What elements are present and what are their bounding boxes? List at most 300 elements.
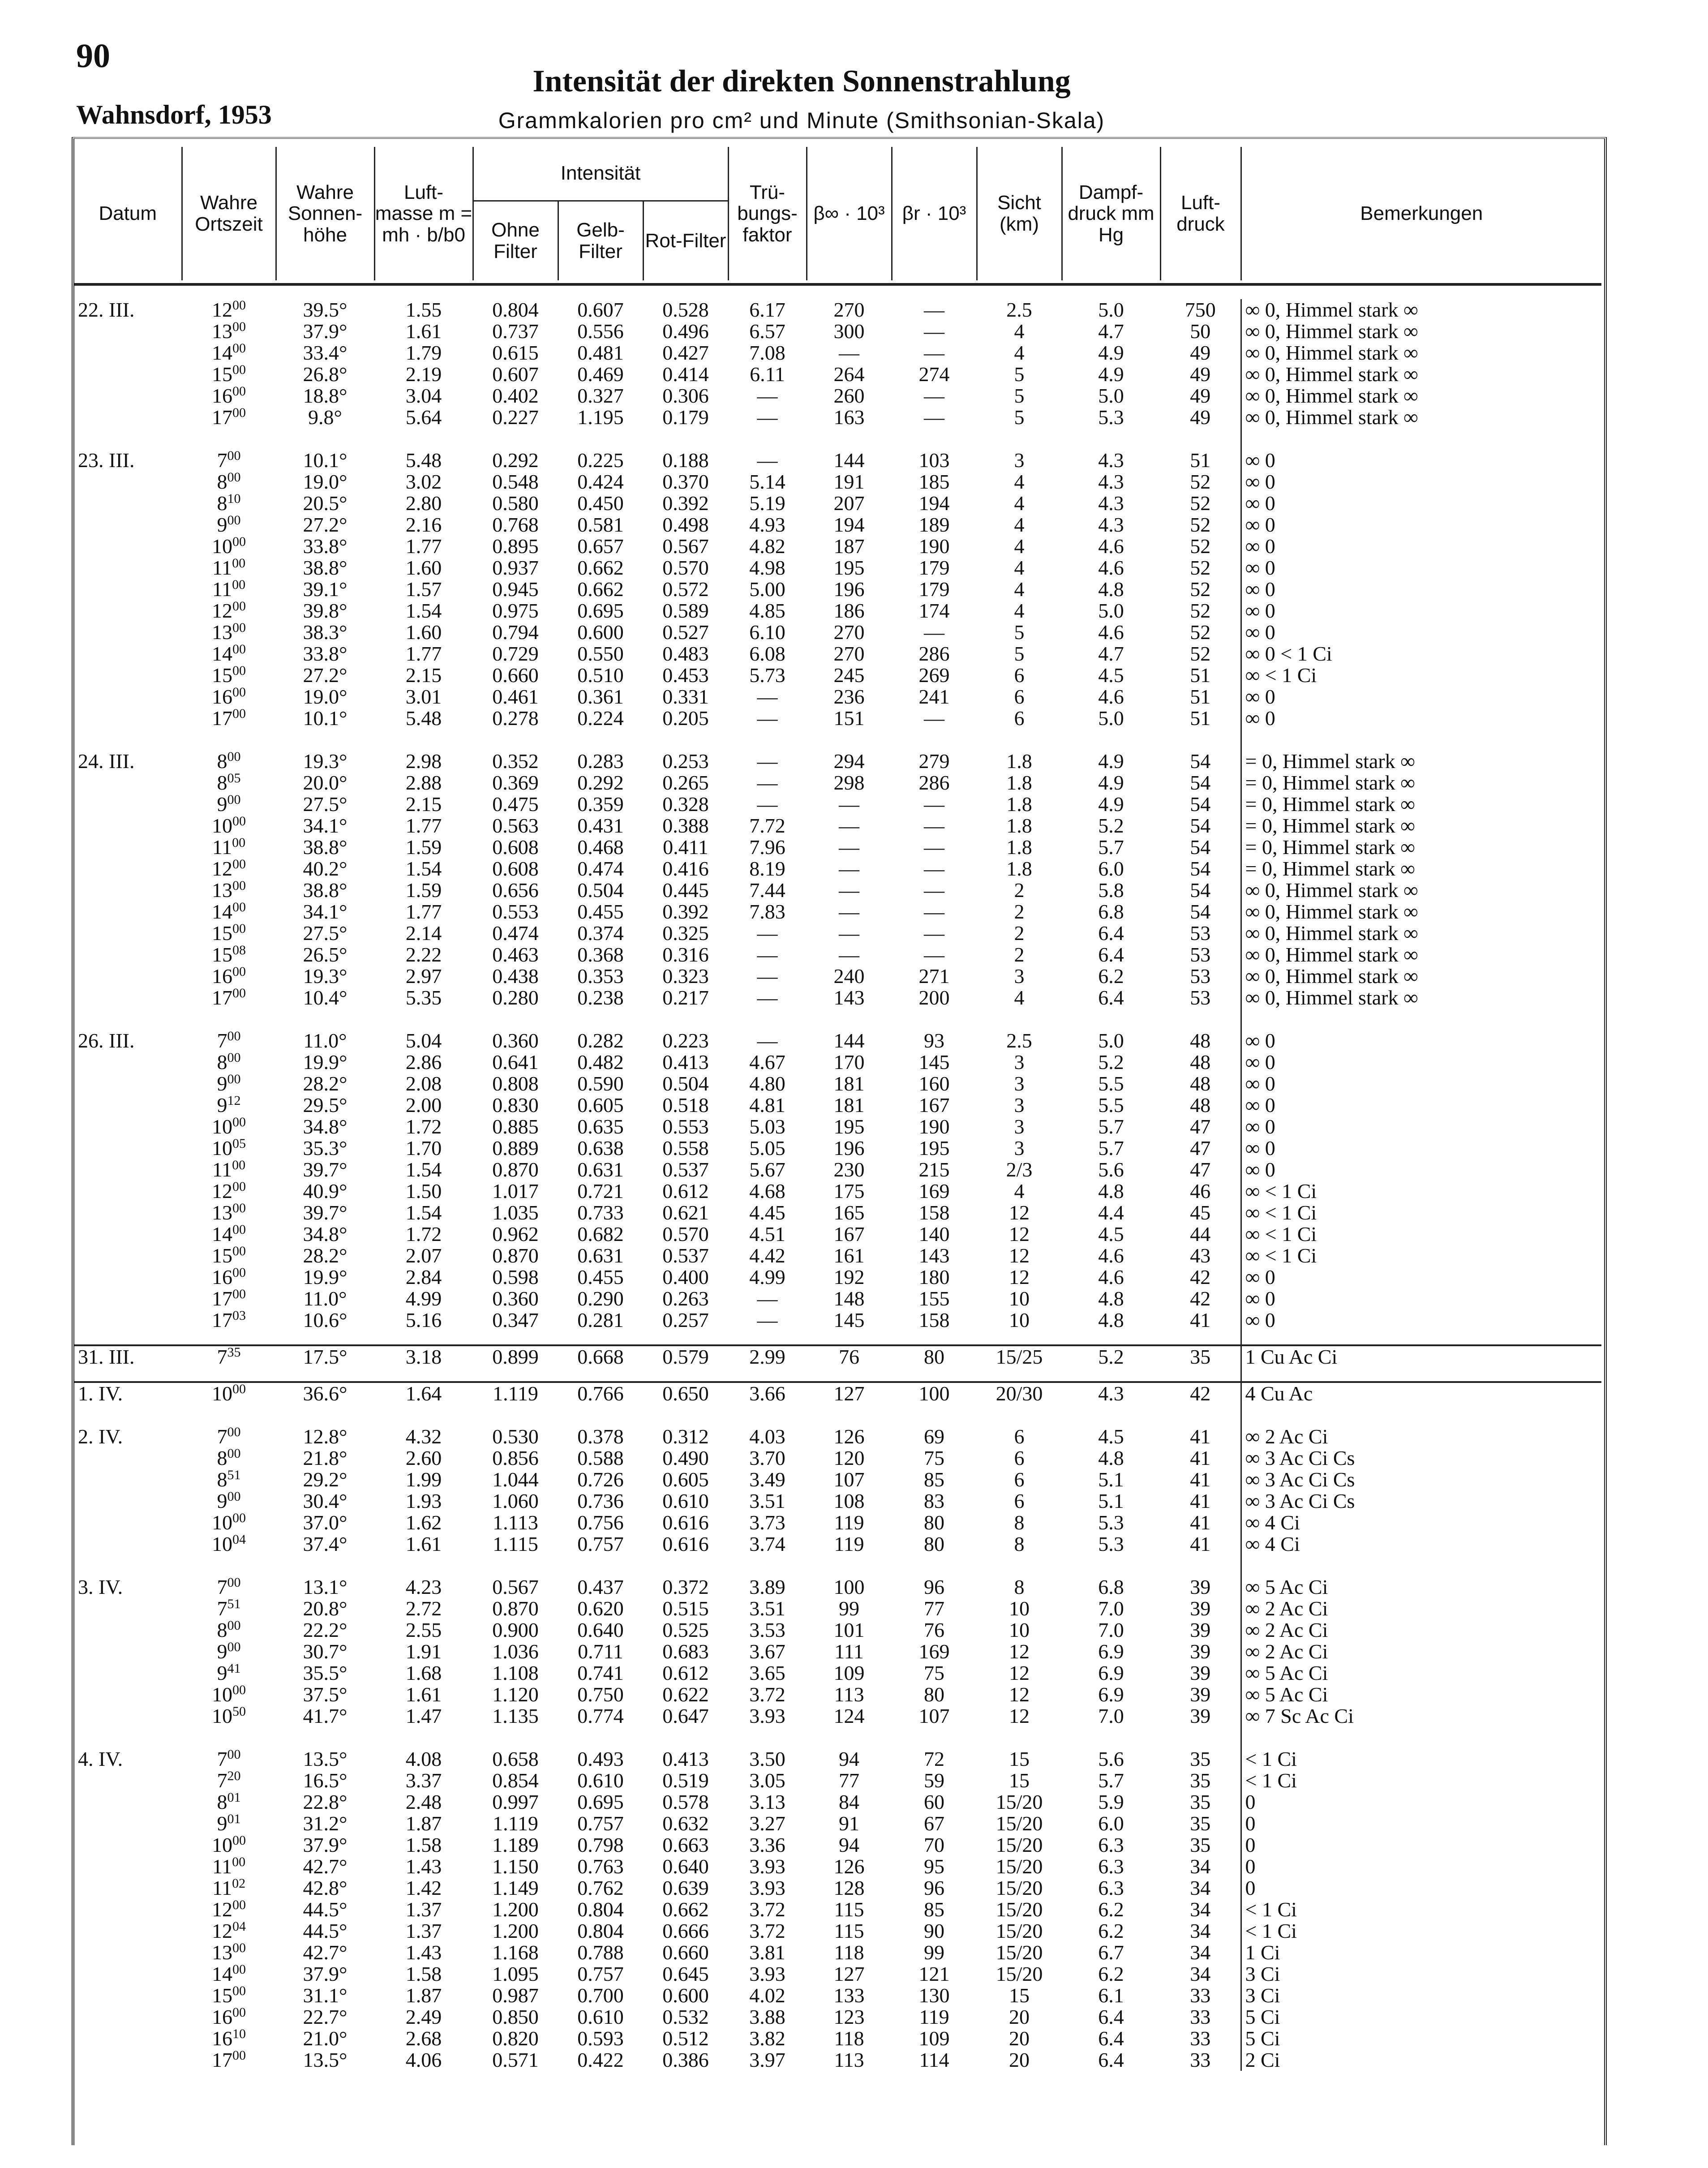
table-row <box>74 1619 1601 1641</box>
air-mass-cell: 1.59 <box>405 879 442 902</box>
pressure-cell: 52 <box>1190 599 1211 622</box>
beta-inf-cell: 143 <box>833 986 865 1009</box>
gap-cell <box>977 1727 1062 1748</box>
visibility-cell: 6 <box>1014 707 1025 730</box>
beta-inf-cell: 111 <box>834 1640 864 1663</box>
time-cell <box>182 923 276 944</box>
no-filter-cell: 1.108 <box>492 1661 539 1684</box>
beta-r-cell: 189 <box>918 513 950 536</box>
pressure-cell: 35 <box>1190 1812 1211 1835</box>
gap-cell <box>807 428 892 450</box>
time-cell <box>182 686 276 708</box>
beta-r-cell: — <box>924 406 944 429</box>
remarks-cell: ∞ 0 <box>1241 1116 1601 1138</box>
beta-r-cell: 103 <box>918 449 950 472</box>
pressure-cell: 54 <box>1190 771 1211 794</box>
table-row <box>74 579 1601 600</box>
time-hour: 16 <box>212 2005 232 2028</box>
red-filter-cell: 0.205 <box>662 707 709 730</box>
yellow-filter-cell: 1.195 <box>577 406 624 429</box>
time-cell <box>182 407 276 428</box>
table-row <box>74 622 1601 643</box>
beta-r-cell: 241 <box>918 685 950 708</box>
no-filter-cell: 0.563 <box>492 814 539 837</box>
visibility-cell: 4 <box>1014 556 1025 579</box>
vapour-cell: 7.0 <box>1098 1618 1124 1641</box>
time-minute: 04 <box>232 1919 246 1934</box>
time-minute: 00 <box>232 384 246 399</box>
time-minute: 00 <box>232 1158 246 1172</box>
no-filter-cell: 0.656 <box>492 879 539 902</box>
turbidity-cell: 3.13 <box>749 1790 785 1813</box>
time-minute: 00 <box>232 685 246 700</box>
beta-inf-cell: 107 <box>833 1468 865 1491</box>
visibility-cell: 3 <box>1014 1115 1025 1138</box>
beta-inf-cell: 300 <box>833 320 865 343</box>
no-filter-cell: 0.870 <box>492 1244 539 1267</box>
table-row <box>74 1095 1601 1116</box>
red-filter-cell: 0.683 <box>662 1640 709 1663</box>
no-filter-cell: 0.227 <box>492 406 539 429</box>
turbidity-cell: 4.45 <box>749 1201 785 1224</box>
visibility-cell: 4 <box>1014 513 1025 536</box>
gap-cell <box>977 428 1062 450</box>
gap-cell <box>728 1404 807 1426</box>
separator-cell <box>1062 1331 1160 1345</box>
air-mass-cell: 4.23 <box>405 1576 442 1598</box>
group-gap <box>74 1727 1601 1748</box>
date-cell: 23. III. <box>78 449 135 472</box>
time-cell <box>182 364 276 385</box>
yellow-filter-cell: 0.788 <box>577 1941 624 1964</box>
sun-height-cell: 33.4° <box>303 341 348 364</box>
beta-inf-cell: 207 <box>833 492 865 515</box>
beta-inf-cell: 94 <box>839 1833 859 1856</box>
header-beta-inf: β∞ · 10³ <box>807 147 892 280</box>
vapour-cell: 4.5 <box>1098 664 1124 687</box>
beta-r-cell: 80 <box>924 1511 944 1534</box>
gap-cell <box>1241 1555 1601 1576</box>
gap-cell <box>558 428 643 450</box>
visibility-cell: 4 <box>1014 599 1025 622</box>
sun-height-cell: 9.8° <box>308 406 342 429</box>
yellow-filter-cell: 0.482 <box>577 1051 624 1073</box>
time-hour: 9 <box>217 1072 227 1095</box>
remarks-cell: < 1 Ci <box>1241 1920 1601 1942</box>
turbidity-cell: 3.89 <box>749 1576 785 1598</box>
beta-r-cell: 76 <box>924 1618 944 1641</box>
gap-cell <box>807 1555 892 1576</box>
remarks-cell: ∞ 0 < 1 Ci <box>1241 643 1601 665</box>
beta-inf-cell: — <box>839 879 859 902</box>
visibility-cell: 4 <box>1014 535 1025 558</box>
time-cell <box>182 772 276 794</box>
time-hour: 8 <box>217 470 227 493</box>
date-cell <box>74 493 182 514</box>
time-hour: 8 <box>217 1618 227 1641</box>
gap-cell <box>1241 729 1601 751</box>
time-hour: 8 <box>217 492 227 515</box>
sun-height-cell: 38.8° <box>303 836 348 859</box>
visibility-cell: 12 <box>1009 1640 1030 1663</box>
time-minute: 01 <box>227 1812 241 1826</box>
pressure-cell: 49 <box>1190 341 1211 364</box>
turbidity-cell: — <box>757 965 778 987</box>
pressure-cell: 52 <box>1190 492 1211 515</box>
beta-r-cell: 158 <box>918 1309 950 1331</box>
yellow-filter-cell: 0.741 <box>577 1661 624 1684</box>
remarks-cell: 1 Cu Ac Ci <box>1241 1345 1601 1368</box>
time-minute: 00 <box>232 706 246 721</box>
turbidity-cell: 2.99 <box>749 1345 785 1368</box>
gap-cell <box>892 428 977 450</box>
table-row <box>74 1899 1601 1920</box>
time-hour: 17 <box>212 986 232 1009</box>
date-cell <box>74 321 182 342</box>
no-filter-cell: 0.463 <box>492 943 539 966</box>
date-cell: 22. III. <box>78 298 135 321</box>
time-cell <box>182 1920 276 1942</box>
visibility-cell: 15 <box>1009 1769 1030 1792</box>
air-mass-cell: 4.32 <box>405 1425 442 1448</box>
beta-inf-cell: 181 <box>833 1094 865 1116</box>
time-minute: 35 <box>227 1345 241 1360</box>
beta-inf-cell: 195 <box>833 556 865 579</box>
no-filter-cell: 1.200 <box>492 1919 539 1942</box>
table-row <box>74 321 1601 342</box>
gap-cell <box>728 1727 807 1748</box>
air-mass-cell: 5.48 <box>405 707 442 730</box>
group-gap <box>74 729 1601 751</box>
time-cell <box>182 1030 276 1052</box>
table-row <box>74 1856 1601 1877</box>
time-minute: 00 <box>232 577 246 592</box>
time-minute: 00 <box>227 792 241 807</box>
gap-cell <box>643 729 728 751</box>
table-row <box>74 1469 1601 1490</box>
time-hour: 11 <box>212 1855 232 1878</box>
turbidity-cell: — <box>757 750 778 773</box>
yellow-filter-cell: 0.510 <box>577 664 624 687</box>
turbidity-cell: 4.80 <box>749 1072 785 1095</box>
no-filter-cell: 1.119 <box>493 1812 538 1835</box>
time-cell <box>182 1985 276 2006</box>
time-minute: 51 <box>227 1597 241 1611</box>
beta-r-cell: — <box>924 320 944 343</box>
yellow-filter-cell: 0.762 <box>577 1876 624 1899</box>
gap-cell <box>728 729 807 751</box>
sun-height-cell: 41.7° <box>303 1704 348 1727</box>
date-cell <box>74 1202 182 1224</box>
air-mass-cell: 5.35 <box>405 986 442 1009</box>
no-filter-cell: 0.369 <box>492 771 539 794</box>
table-row <box>74 1288 1601 1309</box>
time-minute: 00 <box>232 1222 246 1237</box>
time-minute: 05 <box>232 1136 246 1151</box>
time-hour: 8 <box>217 771 227 794</box>
yellow-filter-cell: 0.422 <box>577 2048 624 2071</box>
remarks-cell: ∞ 0 <box>1241 708 1601 729</box>
air-mass-cell: 3.18 <box>405 1345 442 1368</box>
turbidity-cell: 3.53 <box>749 1618 785 1641</box>
no-filter-cell: 0.567 <box>492 1576 539 1598</box>
air-mass-cell: 3.04 <box>405 384 442 407</box>
visibility-cell: 6 <box>1014 1447 1025 1469</box>
gap-cell <box>1062 1009 1160 1030</box>
red-filter-cell: 0.527 <box>662 621 709 644</box>
time-minute: 00 <box>227 1050 241 1065</box>
beta-inf-cell: 170 <box>833 1051 865 1073</box>
pressure-cell: 53 <box>1190 986 1211 1009</box>
table-row <box>74 1942 1601 1963</box>
beta-inf-cell: 192 <box>833 1266 865 1288</box>
air-mass-cell: 2.48 <box>405 1790 442 1813</box>
gap-cell <box>374 428 473 450</box>
no-filter-cell: 0.461 <box>492 685 539 708</box>
visibility-cell: 15/20 <box>996 1876 1043 1899</box>
beta-r-cell: 96 <box>924 1576 944 1598</box>
beta-r-cell: — <box>924 879 944 902</box>
time-minute: 51 <box>227 1468 241 1482</box>
turbidity-cell: 7.96 <box>749 836 785 859</box>
date-cell <box>74 837 182 858</box>
sun-height-cell: 44.5° <box>303 1919 348 1942</box>
yellow-filter-cell: 0.711 <box>578 1640 623 1663</box>
date-cell <box>74 1266 182 1288</box>
vapour-cell: 5.0 <box>1098 384 1124 407</box>
beta-inf-cell: 113 <box>834 2048 864 2071</box>
visibility-cell: 3 <box>1014 1072 1025 1095</box>
vapour-cell: 4.3 <box>1098 470 1124 493</box>
time-minute: 04 <box>232 1532 246 1547</box>
remarks-cell: 3 Ci <box>1241 1985 1601 2006</box>
yellow-filter-cell: 0.631 <box>577 1244 624 1267</box>
gap-cell <box>1241 1009 1601 1030</box>
vapour-cell: 4.8 <box>1098 1309 1124 1331</box>
air-mass-cell: 1.47 <box>405 1704 442 1727</box>
air-mass-cell: 1.91 <box>405 1640 442 1663</box>
table-row <box>74 643 1601 665</box>
time-minute: 00 <box>227 1747 241 1762</box>
sun-height-cell: 10.4° <box>303 986 348 1009</box>
red-filter-cell: 0.662 <box>662 1898 709 1921</box>
no-filter-cell: 0.360 <box>492 1287 539 1310</box>
date-cell <box>74 1598 182 1619</box>
vapour-cell: 5.2 <box>1098 814 1124 837</box>
pressure-cell: 41 <box>1190 1468 1211 1491</box>
yellow-filter-cell: 0.695 <box>577 599 624 622</box>
vapour-cell: 5.5 <box>1098 1072 1124 1095</box>
remarks-cell: ∞ 5 Ac Ci <box>1241 1662 1601 1684</box>
sun-height-cell: 35.5° <box>303 1661 348 1684</box>
visibility-cell: 2 <box>1014 943 1025 966</box>
turbidity-cell: — <box>757 1309 778 1331</box>
turbidity-cell: 3.93 <box>749 1876 785 1899</box>
table-row <box>74 1791 1601 1813</box>
no-filter-cell: 0.438 <box>492 965 539 987</box>
sun-height-cell: 11.0° <box>303 1029 347 1052</box>
gap-cell <box>892 729 977 751</box>
remarks-cell: ∞ 0 <box>1241 1159 1601 1181</box>
table-row <box>74 1447 1601 1469</box>
time-hour: 11 <box>212 1876 232 1899</box>
table-row <box>74 1245 1601 1266</box>
vapour-cell: 4.8 <box>1098 1447 1124 1469</box>
time-minute: 00 <box>227 1575 241 1590</box>
time-hour: 12 <box>212 1919 232 1942</box>
beta-r-cell: — <box>924 814 944 837</box>
remarks-cell: ∞ 0, Himmel stark ∞ <box>1241 987 1601 1009</box>
date-cell <box>74 622 182 643</box>
remarks-cell: ∞ 2 Ac Ci <box>1241 1619 1601 1641</box>
red-filter-cell: 0.528 <box>662 298 709 321</box>
time-minute: 00 <box>232 362 246 377</box>
red-filter-cell: 0.578 <box>662 1790 709 1813</box>
time-hour: 10 <box>212 1704 232 1727</box>
beta-inf-cell: — <box>839 814 859 837</box>
pressure-cell: 48 <box>1190 1094 1211 1116</box>
time-cell <box>182 1159 276 1181</box>
table-row <box>74 1052 1601 1073</box>
pressure-cell: 52 <box>1190 621 1211 644</box>
turbidity-cell: 3.49 <box>749 1468 785 1491</box>
pressure-cell: 52 <box>1190 578 1211 601</box>
time-cell <box>182 600 276 622</box>
beta-r-cell: 274 <box>918 363 950 386</box>
gap-cell <box>643 1555 728 1576</box>
time-cell <box>182 471 276 493</box>
beta-r-cell: — <box>924 943 944 966</box>
vapour-cell: 4.6 <box>1098 621 1124 644</box>
pressure-cell: 50 <box>1190 320 1211 343</box>
yellow-filter-cell: 0.431 <box>577 814 624 837</box>
beta-inf-cell: 191 <box>833 470 865 493</box>
header-sicht: Sicht (km) <box>977 147 1062 280</box>
beta-r-cell: — <box>924 384 944 407</box>
vapour-cell: 4.6 <box>1098 685 1124 708</box>
beta-inf-cell: 91 <box>839 1812 859 1835</box>
remarks-cell: 0 <box>1241 1791 1601 1813</box>
no-filter-cell: 0.360 <box>492 1029 539 1052</box>
turbidity-cell: 3.70 <box>749 1447 785 1469</box>
no-filter-cell: 0.402 <box>492 384 539 407</box>
time-cell <box>182 385 276 407</box>
vapour-cell: 5.0 <box>1098 599 1124 622</box>
remarks-cell: 5 Ci <box>1241 2006 1601 2028</box>
pressure-cell: 35 <box>1190 1769 1211 1792</box>
visibility-cell: 15 <box>1009 1984 1030 2007</box>
red-filter-cell: 0.622 <box>662 1683 709 1706</box>
time-hour: 8 <box>217 1790 227 1813</box>
date-cell <box>74 557 182 579</box>
gap-cell <box>374 1404 473 1426</box>
table-row <box>74 1598 1601 1619</box>
beta-r-cell: 93 <box>924 1029 944 1052</box>
red-filter-cell: 0.647 <box>662 1704 709 1727</box>
sun-height-cell: 37.9° <box>303 1962 348 1985</box>
time-hour: 9 <box>217 513 227 536</box>
sun-height-cell: 30.4° <box>303 1490 348 1512</box>
sun-height-cell: 42.8° <box>303 1876 348 1899</box>
air-mass-cell: 1.72 <box>405 1223 442 1245</box>
visibility-cell: 12 <box>1009 1683 1030 1706</box>
beta-r-cell: 185 <box>918 470 950 493</box>
separator-cell <box>1160 1331 1241 1345</box>
time-hour: 16 <box>212 685 232 708</box>
pressure-cell: 39 <box>1190 1576 1211 1598</box>
red-filter-cell: 0.400 <box>662 1266 709 1288</box>
table-row <box>74 1533 1601 1555</box>
no-filter-cell: 1.120 <box>492 1683 539 1706</box>
visibility-cell: 6 <box>1014 1490 1025 1512</box>
beta-inf-cell: 100 <box>833 1576 865 1598</box>
air-mass-cell: 5.04 <box>405 1029 442 1052</box>
date-cell <box>74 2028 182 2049</box>
time-minute: 00 <box>232 814 246 829</box>
sun-height-cell: 28.2° <box>303 1244 348 1267</box>
no-filter-cell: 0.808 <box>492 1072 539 1095</box>
beta-inf-cell: 270 <box>833 621 865 644</box>
no-filter-cell: 0.598 <box>492 1266 539 1288</box>
vapour-cell: 6.1 <box>1098 1984 1124 2007</box>
header-truebung: Trü-bungs-faktor <box>728 147 807 280</box>
pressure-cell: 43 <box>1190 1244 1211 1267</box>
time-cell <box>182 579 276 600</box>
turbidity-cell: 5.73 <box>749 664 785 687</box>
turbidity-cell: 3.81 <box>749 1941 785 1964</box>
gap-cell <box>728 1555 807 1576</box>
vapour-cell: 4.3 <box>1098 1382 1124 1405</box>
yellow-filter-cell: 0.726 <box>577 1468 624 1491</box>
table-row <box>74 2028 1601 2049</box>
beta-r-cell: 190 <box>918 535 950 558</box>
date-cell <box>74 858 182 880</box>
air-mass-cell: 1.59 <box>405 836 442 859</box>
pressure-cell: 41 <box>1190 1511 1211 1534</box>
header-datum: Datum <box>74 147 182 280</box>
date-cell <box>74 364 182 385</box>
time-minute: 03 <box>232 1308 246 1323</box>
no-filter-cell: 0.856 <box>492 1447 539 1469</box>
red-filter-cell: 0.621 <box>662 1201 709 1224</box>
sun-height-cell: 20.8° <box>303 1597 348 1620</box>
red-filter-cell: 0.388 <box>662 814 709 837</box>
separator-cell <box>558 1368 643 1382</box>
time-hour: 8 <box>217 1447 227 1469</box>
table-row <box>74 600 1601 622</box>
visibility-cell: 4 <box>1014 470 1025 493</box>
beta-inf-cell: 230 <box>833 1158 865 1181</box>
time-minute: 00 <box>232 878 246 893</box>
vapour-cell: 6.4 <box>1098 986 1124 1009</box>
turbidity-cell: 6.57 <box>749 320 785 343</box>
time-cell <box>182 1447 276 1469</box>
red-filter-cell: 0.253 <box>662 750 709 773</box>
remarks-cell: ∞ 0, Himmel stark ∞ <box>1241 407 1601 428</box>
time-minute: 00 <box>232 1115 246 1129</box>
gap-cell <box>728 428 807 450</box>
beta-r-cell: 70 <box>924 1833 944 1856</box>
gap-cell <box>276 1727 374 1748</box>
yellow-filter-cell: 0.700 <box>577 1984 624 2007</box>
beta-r-cell: — <box>924 857 944 880</box>
time-hour: 10 <box>212 1833 232 1856</box>
red-filter-cell: 0.610 <box>662 1490 709 1512</box>
red-filter-cell: 0.331 <box>662 685 709 708</box>
pressure-cell: 45 <box>1190 1201 1211 1224</box>
gap-cell <box>558 1727 643 1748</box>
time-cell <box>182 1813 276 1834</box>
